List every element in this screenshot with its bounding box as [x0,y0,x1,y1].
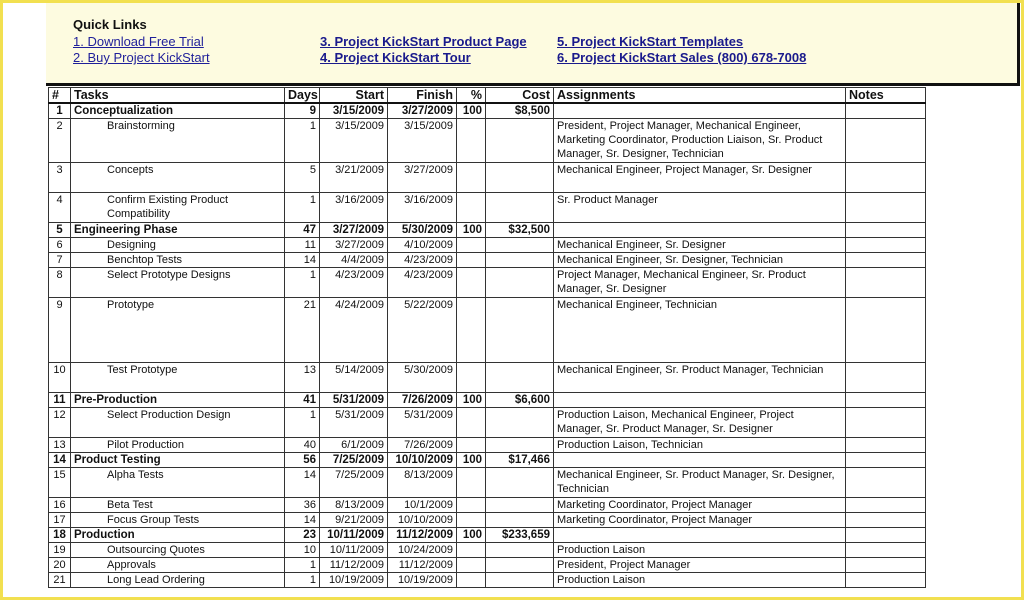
cell-cost: $32,500 [486,223,554,238]
cell-assign: Production Laison, Technician [554,438,846,453]
task-row [49,268,926,298]
phase-row [49,393,926,408]
cell-pct: 100 [457,223,486,238]
cell-notes [846,408,926,438]
cell-start: 9/21/2009 [320,513,388,528]
cell-notes [846,119,926,163]
cell-cost [486,513,554,528]
cell-assign: Project Manager, Mechanical Engineer, Sr. Product Manager, Sr. Designer [554,268,846,298]
cell-days: 1 [285,268,320,298]
cell-assign: Mechanical Engineer, Sr. Product Manager, Technician [554,363,846,393]
cell-assign: Mechanical Engineer, Sr. Designer [554,238,846,253]
cell-cost [486,498,554,513]
task-row [49,438,926,453]
cell-notes [846,393,926,408]
cell-start: 10/19/2009 [320,573,388,588]
link-sales-phone[interactable]: 6. Project KickStart Sales (800) 678-7008 [557,50,807,65]
cell-task: Test Prototype [71,363,285,393]
cell-start: 3/16/2009 [320,193,388,223]
cell-assign [554,103,846,119]
cell-cost: $6,600 [486,393,554,408]
cell-start: 7/25/2009 [320,453,388,468]
cell-days: 56 [285,453,320,468]
task-row [49,408,926,438]
task-row [49,558,926,573]
cell-assign: Mechanical Engineer, Project Manager, Sr. Designer [554,163,846,193]
cell-days: 14 [285,513,320,528]
cell-num: 9 [49,298,71,363]
cell-finish: 4/23/2009 [388,268,457,298]
cell-assign: Sr. Product Manager [554,193,846,223]
cell-assign: President, Project Manager, Mechanical Engineer, Marketing Coordinator, Production Liaison, Sr. Product Manager, Sr. Designer, Technician [554,119,846,163]
header-pct: % [457,88,486,104]
cell-assign [554,393,846,408]
cell-task: Select Prototype Designs [71,268,285,298]
cell-pct [457,408,486,438]
cell-days: 47 [285,223,320,238]
cell-notes [846,573,926,588]
cell-notes [846,268,926,298]
cell-assign: Production Laison [554,573,846,588]
cell-days: 1 [285,408,320,438]
cell-start: 10/11/2009 [320,528,388,543]
cell-days: 14 [285,253,320,268]
cell-start: 4/24/2009 [320,298,388,363]
cell-pct [457,238,486,253]
cell-num: 6 [49,238,71,253]
cell-assign [554,453,846,468]
cell-cost [486,163,554,193]
task-row [49,573,926,588]
cell-cost [486,119,554,163]
task-row [49,163,926,193]
cell-task: Long Lead Ordering [71,573,285,588]
table-header-row [49,88,926,104]
cell-num: 13 [49,438,71,453]
cell-finish: 11/12/2009 [388,528,457,543]
cell-finish: 5/31/2009 [388,408,457,438]
cell-num: 18 [49,528,71,543]
cell-start: 5/31/2009 [320,408,388,438]
cell-notes [846,558,926,573]
cell-finish: 3/15/2009 [388,119,457,163]
task-row [49,498,926,513]
cell-task: Approvals [71,558,285,573]
cell-notes [846,543,926,558]
cell-task: Pilot Production [71,438,285,453]
cell-days: 9 [285,103,320,119]
cell-num: 21 [49,573,71,588]
cell-task: Benchtop Tests [71,253,285,268]
link-project-tour[interactable]: 4. Project KickStart Tour [320,50,471,65]
cell-assign: Marketing Coordinator, Project Manager [554,498,846,513]
cell-notes [846,223,926,238]
cell-task: Conceptualization [71,103,285,119]
cell-assign: President, Project Manager [554,558,846,573]
cell-start: 3/15/2009 [320,103,388,119]
cell-days: 10 [285,543,320,558]
cell-task: Focus Group Tests [71,513,285,528]
cell-num: 19 [49,543,71,558]
cell-num: 3 [49,163,71,193]
cell-num: 2 [49,119,71,163]
cell-cost [486,238,554,253]
cell-notes [846,438,926,453]
cell-cost [486,438,554,453]
cell-start: 10/11/2009 [320,543,388,558]
cell-assign: Mechanical Engineer, Sr. Designer, Technician [554,253,846,268]
cell-finish: 8/13/2009 [388,468,457,498]
cell-num: 15 [49,468,71,498]
cell-pct [457,573,486,588]
cell-start: 3/27/2009 [320,238,388,253]
link-templates[interactable]: 5. Project KickStart Templates [557,34,744,49]
cell-notes [846,193,926,223]
cell-finish: 7/26/2009 [388,438,457,453]
cell-num: 8 [49,268,71,298]
cell-pct [457,558,486,573]
cell-cost [486,298,554,363]
cell-days: 21 [285,298,320,363]
cell-pct [457,513,486,528]
cell-task: Select Production Design [71,408,285,438]
phase-row [49,103,926,119]
task-row [49,298,926,363]
cell-pct: 100 [457,393,486,408]
cell-notes [846,163,926,193]
task-row [49,543,926,558]
link-download-free-trial[interactable]: 1. Download Free Trial [73,34,204,49]
cell-assign: Mechanical Engineer, Sr. Product Manager, Sr. Designer, Technician [554,468,846,498]
cell-assign: Production Laison, Mechanical Engineer, Project Manager, Sr. Product Manager, Sr. Designer [554,408,846,438]
phase-row [49,528,926,543]
cell-finish: 10/1/2009 [388,498,457,513]
cell-days: 11 [285,238,320,253]
cell-task: Product Testing [71,453,285,468]
cell-num: 20 [49,558,71,573]
cell-assign: Marketing Coordinator, Project Manager [554,513,846,528]
cell-days: 1 [285,119,320,163]
cell-notes [846,513,926,528]
cell-num: 10 [49,363,71,393]
cell-days: 1 [285,573,320,588]
cell-finish: 3/16/2009 [388,193,457,223]
cell-notes [846,238,926,253]
cell-num: 4 [49,193,71,223]
cell-finish: 3/27/2009 [388,163,457,193]
cell-cost [486,363,554,393]
cell-days: 1 [285,558,320,573]
cell-cost [486,558,554,573]
header-notes: Notes [846,88,926,104]
cell-start: 4/4/2009 [320,253,388,268]
cell-num: 16 [49,498,71,513]
cell-num: 7 [49,253,71,268]
task-row [49,253,926,268]
cell-start: 7/25/2009 [320,468,388,498]
cell-pct [457,119,486,163]
cell-pct [457,298,486,363]
task-row [49,238,926,253]
cell-finish: 10/10/2009 [388,453,457,468]
cell-num: 1 [49,103,71,119]
cell-notes [846,253,926,268]
cell-start: 4/23/2009 [320,268,388,298]
cell-cost [486,408,554,438]
cell-finish: 4/10/2009 [388,238,457,253]
cell-task: Brainstorming [71,119,285,163]
cell-finish: 7/26/2009 [388,393,457,408]
cell-num: 14 [49,453,71,468]
cell-assign [554,223,846,238]
cell-notes [846,528,926,543]
cell-days: 5 [285,163,320,193]
cell-pct [457,253,486,268]
cell-finish: 10/24/2009 [388,543,457,558]
cell-notes [846,498,926,513]
cell-days: 40 [285,438,320,453]
cell-finish: 5/30/2009 [388,223,457,238]
cell-finish: 10/19/2009 [388,573,457,588]
phase-row [49,453,926,468]
cell-cost [486,268,554,298]
cell-notes [846,298,926,363]
cell-start: 5/31/2009 [320,393,388,408]
cell-start: 11/12/2009 [320,558,388,573]
cell-assign: Production Laison [554,543,846,558]
cell-notes [846,103,926,119]
cell-task: Designing [71,238,285,253]
cell-pct [457,163,486,193]
header-days: Days [285,88,320,104]
cell-task: Outsourcing Quotes [71,543,285,558]
cell-pct [457,193,486,223]
cell-start: 3/21/2009 [320,163,388,193]
cell-finish: 3/27/2009 [388,103,457,119]
link-buy-project-kickstart[interactable]: 2. Buy Project KickStart [73,50,210,65]
cell-start: 6/1/2009 [320,438,388,453]
cell-task: Engineering Phase [71,223,285,238]
cell-days: 1 [285,193,320,223]
cell-task: Pre-Production [71,393,285,408]
cell-task: Beta Test [71,498,285,513]
cell-task: Alpha Tests [71,468,285,498]
cell-cost: $17,466 [486,453,554,468]
phase-row [49,223,926,238]
task-row [49,468,926,498]
cell-finish: 5/22/2009 [388,298,457,363]
task-table [48,87,926,588]
cell-notes [846,453,926,468]
cell-start: 3/15/2009 [320,119,388,163]
cell-start: 3/27/2009 [320,223,388,238]
cell-pct: 100 [457,528,486,543]
cell-cost [486,573,554,588]
cell-finish: 5/30/2009 [388,363,457,393]
cell-num: 17 [49,513,71,528]
cell-finish: 11/12/2009 [388,558,457,573]
cell-pct: 100 [457,453,486,468]
cell-days: 23 [285,528,320,543]
cell-cost [486,543,554,558]
cell-assign [554,528,846,543]
header-cost: Cost [486,88,554,104]
cell-pct [457,543,486,558]
cell-task: Concepts [71,163,285,193]
cell-start: 8/13/2009 [320,498,388,513]
cell-pct [457,268,486,298]
cell-notes [846,468,926,498]
cell-notes [846,363,926,393]
header-start: Start [320,88,388,104]
cell-pct [457,438,486,453]
cell-pct [457,498,486,513]
cell-days: 13 [285,363,320,393]
header-num: # [49,88,71,104]
cell-task: Production [71,528,285,543]
cell-cost: $233,659 [486,528,554,543]
quick-links-title: Quick Links [73,17,147,32]
cell-cost [486,253,554,268]
cell-finish: 4/23/2009 [388,253,457,268]
cell-days: 36 [285,498,320,513]
task-row [49,193,926,223]
cell-assign: Mechanical Engineer, Technician [554,298,846,363]
cell-task: Confirm Existing Product Compatibility [71,193,285,223]
task-row [49,513,926,528]
cell-pct [457,363,486,393]
link-product-page[interactable]: 3. Project KickStart Product Page [320,34,527,49]
cell-days: 41 [285,393,320,408]
header-finish: Finish [388,88,457,104]
cell-num: 12 [49,408,71,438]
cell-task: Prototype [71,298,285,363]
cell-finish: 10/10/2009 [388,513,457,528]
cell-pct [457,468,486,498]
cell-start: 5/14/2009 [320,363,388,393]
cell-num: 11 [49,393,71,408]
task-row [49,119,926,163]
cell-cost [486,193,554,223]
cell-cost: $8,500 [486,103,554,119]
cell-num: 5 [49,223,71,238]
cell-pct: 100 [457,103,486,119]
header-tasks: Tasks [71,88,285,104]
header-assignments: Assignments [554,88,846,104]
task-row [49,363,926,393]
cell-cost [486,468,554,498]
cell-days: 14 [285,468,320,498]
